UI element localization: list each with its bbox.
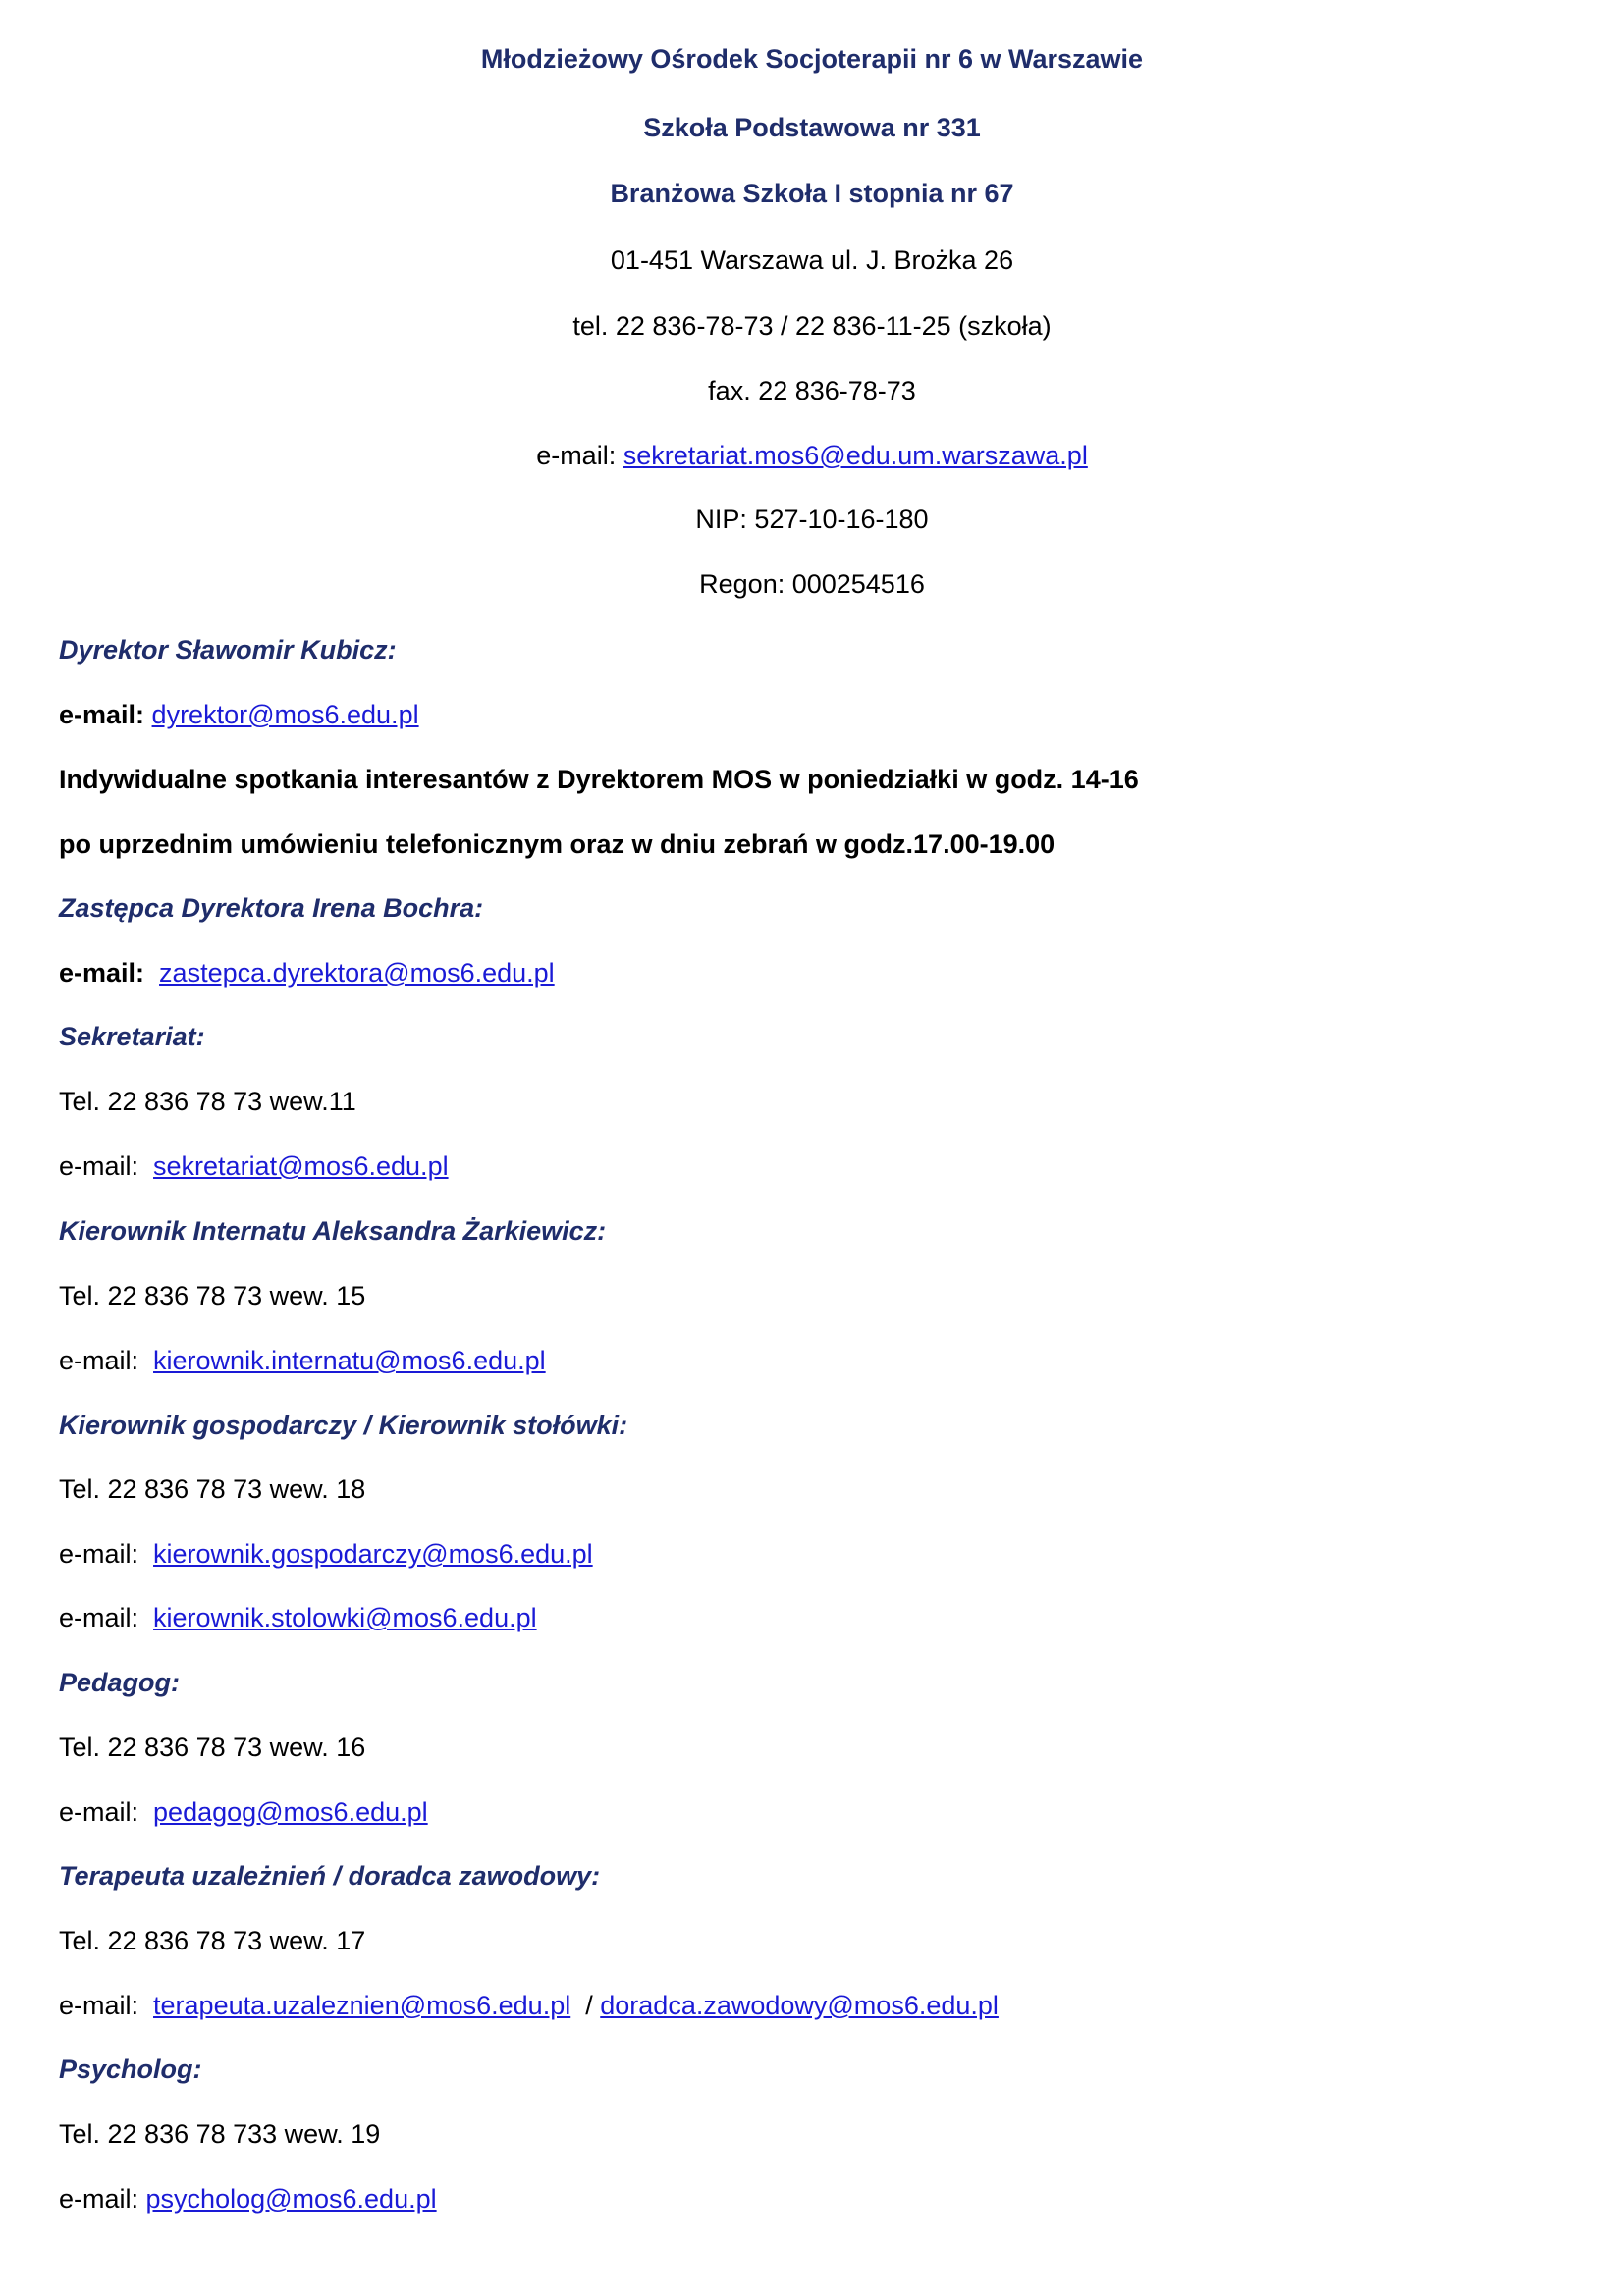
email-label: e-mail:: [59, 700, 145, 729]
phone-line: tel. 22 836-78-73 / 22 836-11-25 (szkoła): [572, 311, 1052, 341]
email-label: e-mail:: [59, 2184, 139, 2214]
therapist-email-line: [59, 1989, 1591, 2022]
director-heading: Dyrektor Sławomir Kubicz:: [59, 635, 397, 665]
email-label: e-mail:: [59, 1603, 139, 1632]
psychologist-email-link[interactable]: psycholog@mos6.edu.pl: [145, 2184, 437, 2214]
deputy-email-link[interactable]: zastepca.dyrektora@mos6.edu.pl: [159, 958, 555, 988]
email-separator: /: [585, 1991, 593, 2020]
secretariat-phone: Tel. 22 836 78 73 wew.11: [59, 1087, 356, 1116]
pedagogue-phone: Tel. 22 836 78 73 wew. 16: [59, 1733, 366, 1762]
header-email-line: [0, 439, 1624, 472]
therapist-heading: Terapeuta uzależnień / doradca zawodowy:: [59, 1861, 601, 1891]
dormitory-email-line: [59, 1344, 1591, 1377]
school-vocational-name: Branżowa Szkoła I stopnia nr 67: [610, 179, 1014, 208]
regon-line: Regon: 000254516: [699, 569, 925, 599]
pedagogue-email-link[interactable]: pedagog@mos6.edu.pl: [153, 1797, 428, 1827]
deputy-heading: Zastępca Dyrektora Irena Bochra:: [59, 893, 484, 923]
fax-line: fax. 22 836-78-73: [708, 376, 916, 405]
director-meetings-line-1: Indywidualne spotkania interesantów z Dyrektorem MOS w poniedziałki w godz. 14-16: [59, 765, 1139, 794]
secretariat-email-link[interactable]: sekretariat@mos6.edu.pl: [153, 1151, 449, 1181]
psychologist-heading: Psycholog:: [59, 2055, 202, 2084]
header-email-link[interactable]: sekretariat.mos6@edu.um.warszawa.pl: [623, 441, 1088, 470]
director-meetings-line-2: po uprzednim umówieniu telefonicznym oraz w dniu zebrań w godz.17.00-19.00: [59, 829, 1056, 859]
dormitory-heading: Kierownik Internatu Aleksandra Żarkiewicz:: [59, 1216, 607, 1246]
career-advisor-email-link[interactable]: doradca.zawodowy@mos6.edu.pl: [600, 1991, 999, 2020]
director-email-line: [59, 698, 1591, 731]
canteen-email-line: [59, 1601, 1591, 1634]
psychologist-phone: Tel. 22 836 78 733 wew. 19: [59, 2119, 381, 2149]
director-email-link[interactable]: dyrektor@mos6.edu.pl: [151, 700, 419, 729]
economic-phone: Tel. 22 836 78 73 wew. 18: [59, 1474, 366, 1504]
therapist-phone: Tel. 22 836 78 73 wew. 17: [59, 1926, 366, 1955]
economic-email-line-1: [59, 1537, 1591, 1571]
address: 01-451 Warszawa ul. J. Brożka 26: [610, 245, 1014, 275]
dormitory-email-link[interactable]: kierownik.internatu@mos6.edu.pl: [153, 1346, 546, 1375]
deputy-email-line: [59, 956, 1591, 989]
email-label: e-mail:: [59, 1539, 139, 1569]
email-label: e-mail:: [536, 441, 617, 470]
therapist-email-link[interactable]: terapeuta.uzaleznien@mos6.edu.pl: [153, 1991, 571, 2020]
secretariat-email-line: [59, 1149, 1591, 1183]
dormitory-phone: Tel. 22 836 78 73 wew. 15: [59, 1281, 366, 1310]
email-label: e-mail:: [59, 1991, 139, 2020]
school-primary-name: Szkoła Podstawowa nr 331: [643, 113, 981, 142]
pedagogue-heading: Pedagog:: [59, 1668, 181, 1697]
email-label: e-mail:: [59, 958, 145, 988]
institution-name: Młodzieżowy Ośrodek Socjoterapii nr 6 w Warszawie: [480, 44, 1144, 74]
economic-heading: Kierownik gospodarczy / Kierownik stołówki:: [59, 1411, 628, 1440]
economic-email-link[interactable]: kierownik.gospodarczy@mos6.edu.pl: [153, 1539, 593, 1569]
nip-line: NIP: 527-10-16-180: [695, 505, 929, 534]
psychologist-email-line: [59, 2182, 1591, 2216]
email-label: e-mail:: [59, 1797, 139, 1827]
pedagogue-email-line: [59, 1795, 1591, 1829]
secretariat-heading: Sekretariat:: [59, 1022, 205, 1051]
email-label: e-mail:: [59, 1151, 139, 1181]
canteen-email-link[interactable]: kierownik.stolowki@mos6.edu.pl: [153, 1603, 537, 1632]
email-label: e-mail:: [59, 1346, 139, 1375]
